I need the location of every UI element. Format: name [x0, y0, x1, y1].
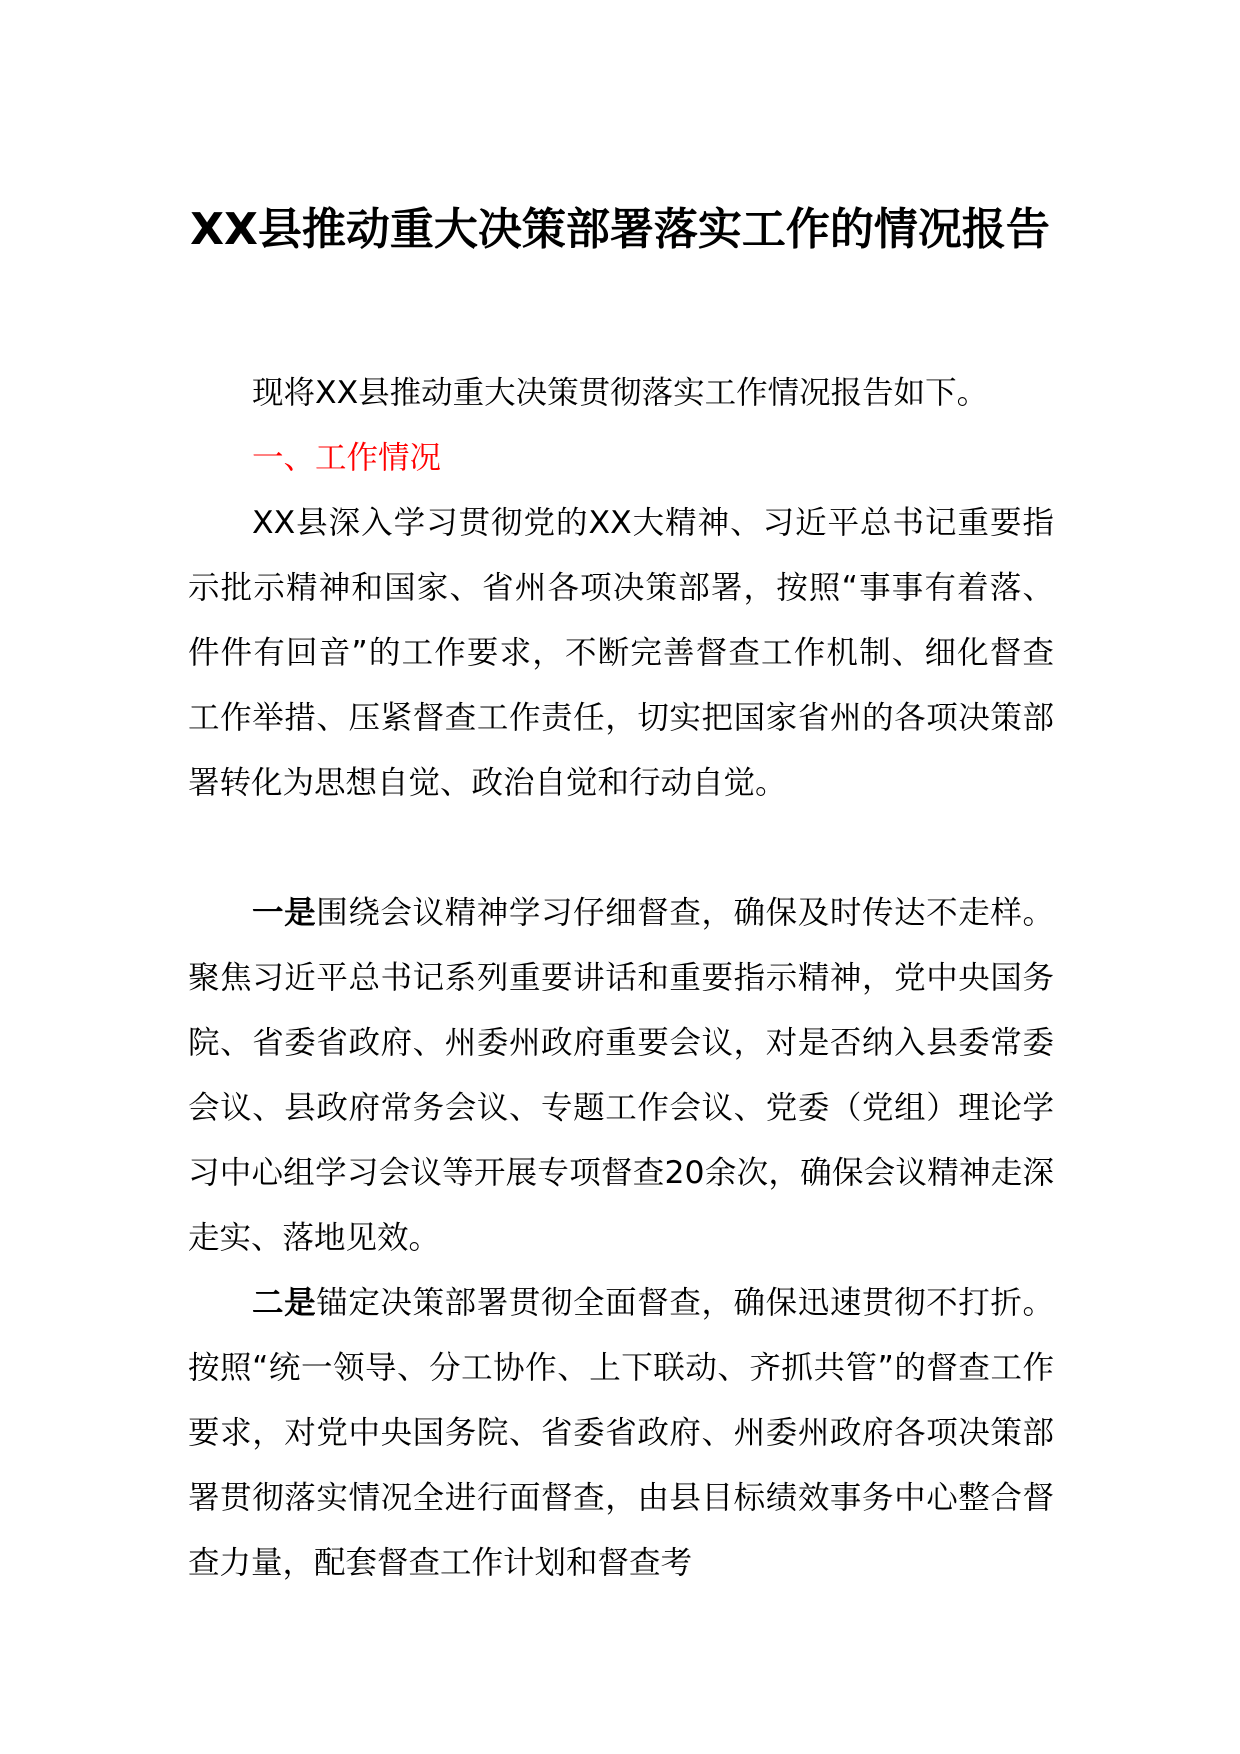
paragraph-overview — [188, 491, 1054, 816]
paragraph-point-two-lead: 二是 — [252, 1285, 317, 1321]
paragraph-overview-text: XX县深入学习贯彻党的XX大精神、习近平总书记重要指示批示精神和国家、省州各项决策部署，按照“事事有着落、件件有回音”的工作要求，不断完善督查工作机制、细化督查工作举措、压紧督查工作责任，切实把国家省州的各项决策部署转化为思想自觉、政治自觉和行动自觉。 — [188, 505, 1054, 801]
document-title: XX县推动重大决策部署落实工作的情况报告 — [190, 204, 1050, 255]
paragraph-point-one-lead: 一是 — [252, 895, 317, 931]
paragraph-point-one — [188, 881, 1054, 1271]
paragraph-point-two — [188, 1271, 1054, 1596]
intro-paragraph: 现将XX县推动重大决策贯彻落实工作情况报告如下。 — [252, 375, 989, 411]
paragraph-point-one-text: 围绕会议精神学习仔细督查，确保及时传达不走样。聚焦习近平总书记系列重要讲话和重要指示精神，党中央国务院、省委省政府、州委州政府重要会议，对是否纳入县委常委会议、县政府常务会议、专题工作会议、党委（党组）理论学习中心组学习会议等开展专项督查20余次，确保会议精神走深走实、落地见效。 — [188, 895, 1054, 1256]
paragraph-point-two-text: 锚定决策部署贯彻全面督查，确保迅速贯彻不打折。按照“统一领导、分工协作、上下联动、齐抓共管”的督查工作要求，对党中央国务院、省委省政府、州委州政府各项决策部署贯彻落实情况全进行面督查，由县目标绩效事务中心整合督查力量，配套督查工作计划和督查考 — [188, 1285, 1054, 1581]
section-heading: 一、工作情况 — [252, 440, 442, 476]
